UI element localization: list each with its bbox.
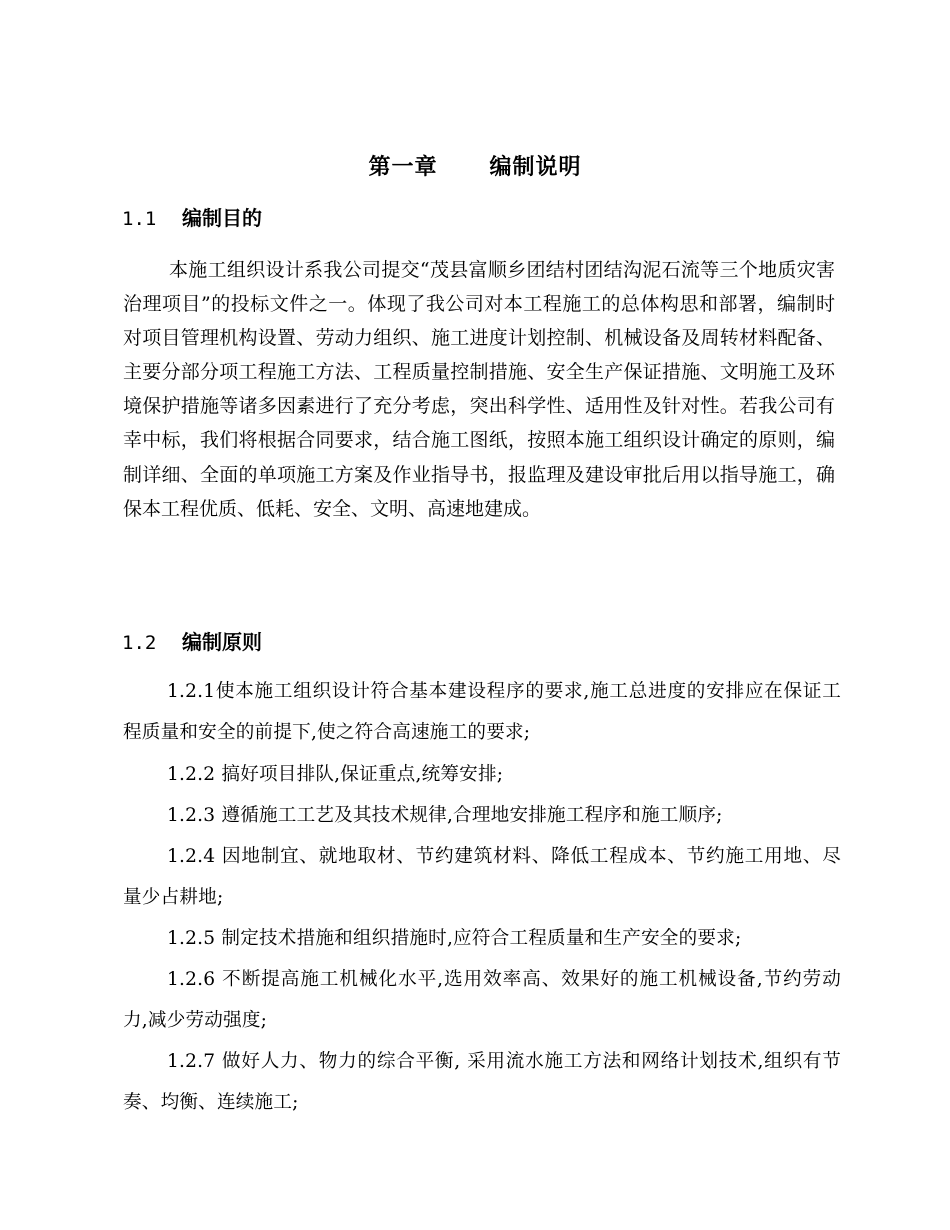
section-title: 编制目的 xyxy=(182,206,262,230)
principle-item: 1.2.2 搞好项目排队,保证重点,统筹安排; xyxy=(167,764,504,785)
section-paragraph: 本施工组织设计系我公司提交“茂县富顺乡团结村团结沟泥石流等三个地质灾害治理项目”的投标文件之一。体现了我公司对本工程施工的总体构思和部署，编制时对项目管理机构设置、劳动力组织、施工进度计划控制、机械设备及周转材料配备、主要分部分项工程施工方法、工程质量控制措施、安全生产保证措施、文明施工及环境保护措施等诸多因素进行了充分考虑，突出科学性、适用性及针对性。若我公司有幸中标，我们将根据合同要求，结合施工图纸，按照本施工组织设计确定的原则，编制详细、全面的单项施工方案及作业指导书，报监理及建设审批后用以指导施工，确保本工程优质、低耗、安全、文明、高速地建成。 xyxy=(123,259,835,520)
section-title: 编制原则 xyxy=(182,630,262,654)
section-heading-1-1 xyxy=(122,203,262,234)
principle-item: 1.2.1使本施工组织设计符合基本建设程序的要求,施工总进度的安排应在保证工程质量和安全的前提下,使之符合高速施工的要求; xyxy=(123,681,841,743)
principle-item: 1.2.6 不断提高施工机械化水平,选用效率高、效果好的施工机械设备,节约劳动力,减少劳动强度; xyxy=(123,969,841,1031)
principle-item: 1.2.5 制定技术措施和组织措施时,应符合工程质量和生产安全的要求; xyxy=(167,928,742,949)
principle-item: 1.2.4 因地制宜、就地取材、节约建筑材料、降低工程成本、节约施工用地、尽量少占耕地; xyxy=(123,846,841,908)
principle-item: 1.2.3 遵循施工工艺及其技术规律,合理地安排施工程序和施工顺序; xyxy=(167,805,723,826)
chapter-title: 第一章 编制说明 xyxy=(368,154,582,180)
principle-item: 1.2.7 做好人力、物力的综合平衡, 采用流水施工方法和网络计划技术,组织有节奏、均衡、连续施工; xyxy=(123,1051,841,1113)
section-number: 1.1 xyxy=(122,208,157,230)
section-heading-1-2 xyxy=(122,627,262,658)
section-number: 1.2 xyxy=(122,632,157,654)
